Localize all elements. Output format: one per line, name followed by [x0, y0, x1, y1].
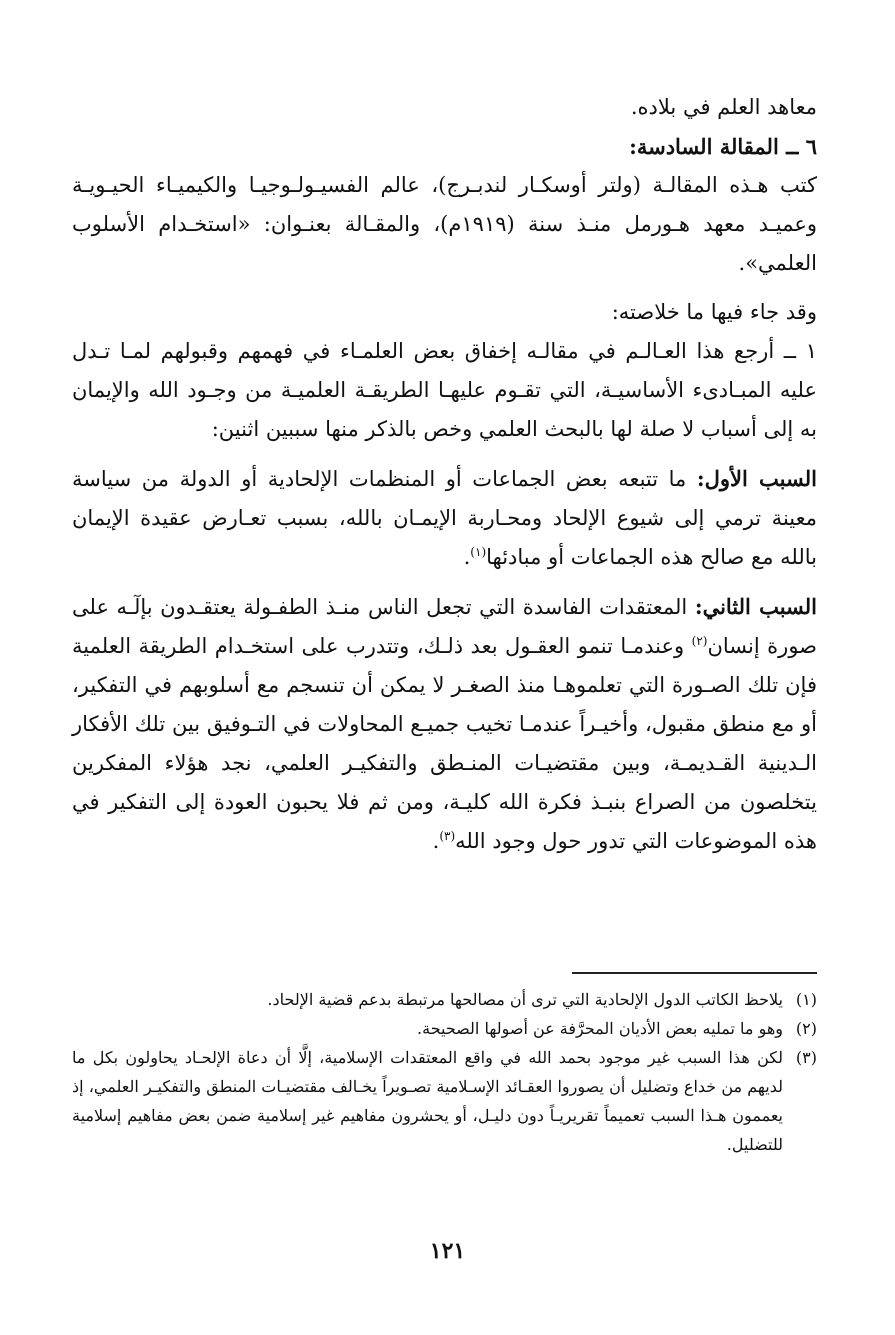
footnote-divider [572, 972, 817, 974]
footnote-number: (٣) [795, 1048, 817, 1067]
paragraph-second-reason [72, 587, 817, 861]
second-reason-label: السبب الثاني: [694, 594, 817, 619]
footnote-text: يلاحظ الكاتب الدول الإلحادية التي ترى أن مصالحها مرتبطة بدعم قضية الإلحاد. [267, 990, 783, 1009]
paragraph-first-reason [72, 459, 817, 577]
continuation-line: معاهد العلم في بلاده. [630, 95, 817, 119]
paragraph-point-one: ١ ــ أرجع هذا العـالـم في مقالـه إخفاق بعض العلمـاء في فهمهم وقبولهم لمـا تـدل عليه المبـادىء الأساسيـة، التي تقـوم عليهـا الطريقـة العلميـة من وجـود الله والإيمان به إلى أسباب لا صلة لها بالبحث العلمي وخص بالذكر منها سببين اثنين: [72, 339, 817, 441]
section-number: ٦ ــ [786, 134, 817, 159]
paragraph-summary-intro: وقد جاء فيها ما خلاصته: [611, 300, 817, 324]
first-reason-label: السبب الأول: [696, 466, 817, 491]
footnotes [72, 985, 817, 1159]
first-reason-end: . [463, 545, 471, 569]
footnote-text: وهو ما تمليه بعض الأديان المحرَّفة عن أصولها الصحيحة. [417, 1019, 783, 1038]
second-reason-text-b: وعندمـا تنمو العقـول بعد ذلـك، وتتدرب على استخـدام الطريقة العلمية فإن تلك الصـورة التي تعلموهـا منذ الصغـر لا يمكن أن تنسجم مع أسلوبهم في التفكير، أو مع منطق مقبول، وأخيـراً عندمـا تخيب جميـع المحاولات في التـوفيق بين تلك الأفكار الـدينية القـديمـة، وبين مقتضيـات المنـطق والتفكيـر العلمي، نجد هؤلاء المفكرين يتخلصون من الصراع بنبـذ فكرة الله كليـة، ومن ثم فلا يحبون العودة إلى التفكير في هذه الموضوعات التي تدور حول وجود الله [72, 634, 817, 853]
first-reason-text: ما تتبعه بعض الجماعات أو المنظمات الإلحادية أو الدولة من سياسة معينة ترمي إلى شيوع الإلحاد ومحـاربة الإيمـان بالله، بسبب تعـارض عقيدة الإيمان بالله مع صالح هذه الجماعات أو مبادئها [72, 467, 817, 569]
footnote-number: (١) [795, 990, 817, 1009]
second-reason-text-a: المعتقدات الفاسدة التي تجعل الناس منـذ الطفـولة يعتقـدون بإلٓـه على صورة إنسان [72, 595, 818, 658]
section-title: المقالة السادسة: [629, 134, 779, 159]
page-number: ١٢١ [429, 1238, 466, 1264]
footnote-ref-2: (٢) [691, 634, 708, 648]
second-reason-end: . [432, 829, 440, 853]
footnote-1 [72, 985, 817, 1014]
main-text [72, 88, 817, 861]
paragraph-article-intro: كتب هـذه المقالـة (ولتر أوسكـار لندبـرج)، عالم الفسيـولـوجيـا والكيميـاء الحيـويـة وعميـد معهد هـورمل منـذ سنة (١٩١٩م)، والمقـالة بعنـوان: «استخـدام الأسلوب العلمي». [72, 173, 818, 275]
footnote-3 [72, 1043, 817, 1159]
footnote-ref-1: (١) [470, 545, 487, 559]
footnote-ref-3: (٣) [439, 829, 456, 843]
footnote-text: لكن هذا السبب غير موجود بحمد الله في واقع المعتقدات الإسلامية، إلَّا أن دعاة الإلحـاد يحاولون بكل ما لديهم من خداع وتضليل أن يصوروا العقـائد الإسـلامية تصـويراً يخـالف مقتضيـات المنطق والتفكيـر العلمي، إذ يعممون هـذا السبب تعميماً تقريريـاً دون دليـل، أو يحشرون مفاهيم غير إسلامية ضمن بعض مفاهيم إسلامية للتضليل. [72, 1048, 783, 1154]
footnote-2 [72, 1014, 817, 1043]
section-heading [72, 127, 817, 166]
footnote-number: (٢) [795, 1019, 817, 1038]
